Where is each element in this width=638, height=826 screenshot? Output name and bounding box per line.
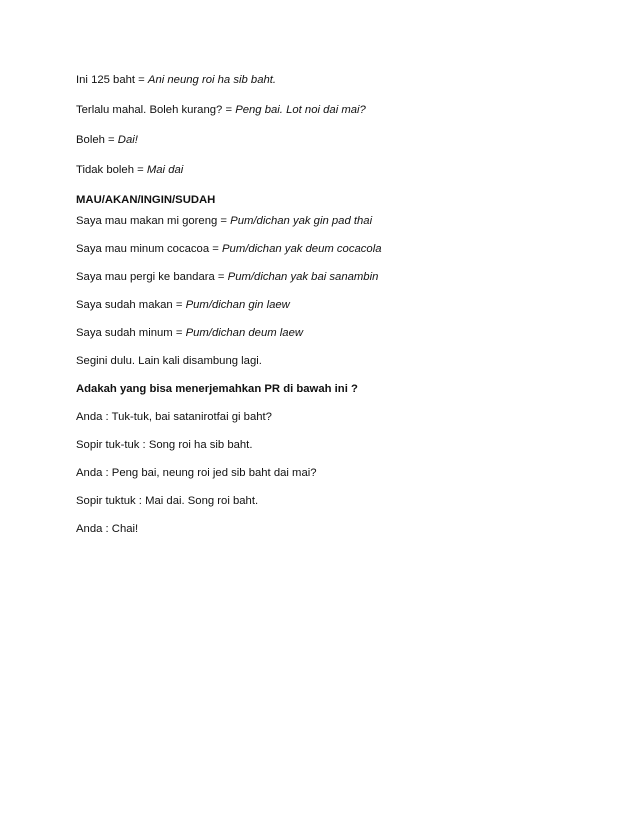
- phrase-indonesian: Saya mau makan mi goreng =: [76, 215, 231, 227]
- phrase-thai: Mai dai: [146, 164, 184, 176]
- phrase-thai: Pum/dichan deum laew: [185, 327, 304, 339]
- phrase-indonesian: Saya sudah minum =: [76, 327, 186, 339]
- closing-line: Segini dulu. Lain kali disambung lagi.: [76, 355, 262, 367]
- phrase-thai: Pum/dichan yak gin pad thai: [230, 215, 373, 227]
- dialogue-line: Anda : Peng bai, neung roi jed sib baht dai mai?: [76, 467, 317, 479]
- phrase-thai: Pum/dichan yak bai sanambin: [227, 271, 379, 283]
- phrase-thai: Peng bai. Lot noi dai mai?: [235, 104, 366, 116]
- phrase-indonesian: Ini 125 baht =: [76, 74, 148, 86]
- phrase-thai: Pum/dichan yak deum cocacola: [222, 243, 382, 255]
- phrase-indonesian: Terlalu mahal. Boleh kurang? =: [76, 104, 236, 116]
- phrase-line: [76, 298, 290, 312]
- homework-heading: Adakah yang bisa menerjemahkan PR di bawah ini ?: [76, 383, 358, 395]
- section-heading: MAU/AKAN/INGIN/SUDAH: [76, 194, 216, 206]
- phrase-indonesian: Saya mau minum cocacoa =: [76, 243, 222, 255]
- phrase-line: [76, 163, 183, 177]
- phrase-line: [76, 242, 382, 256]
- phrase-indonesian: Saya sudah makan =: [76, 299, 186, 311]
- phrase-line: [76, 214, 372, 228]
- phrase-line: [76, 73, 276, 87]
- phrase-thai: Dai!: [117, 134, 138, 146]
- phrase-indonesian: Boleh =: [76, 134, 118, 146]
- phrase-thai: Ani neung roi ha sib baht.: [147, 74, 277, 86]
- dialogue-line: Sopir tuktuk : Mai dai. Song roi baht.: [76, 495, 259, 507]
- phrase-line: [76, 270, 378, 284]
- phrase-line: [76, 326, 303, 340]
- phrase-thai: Pum/dichan gin laew: [185, 299, 290, 311]
- phrase-indonesian: Saya mau pergi ke bandara =: [76, 271, 228, 283]
- phrase-line: [76, 103, 366, 117]
- dialogue-line: Anda : Chai!: [76, 523, 139, 535]
- dialogue-line: Anda : Tuk-tuk, bai satanirotfai gi baht?: [76, 411, 272, 423]
- dialogue-line: Sopir tuk-tuk : Song roi ha sib baht.: [76, 439, 253, 451]
- phrase-line: [76, 133, 138, 147]
- phrase-indonesian: Tidak boleh =: [76, 164, 147, 176]
